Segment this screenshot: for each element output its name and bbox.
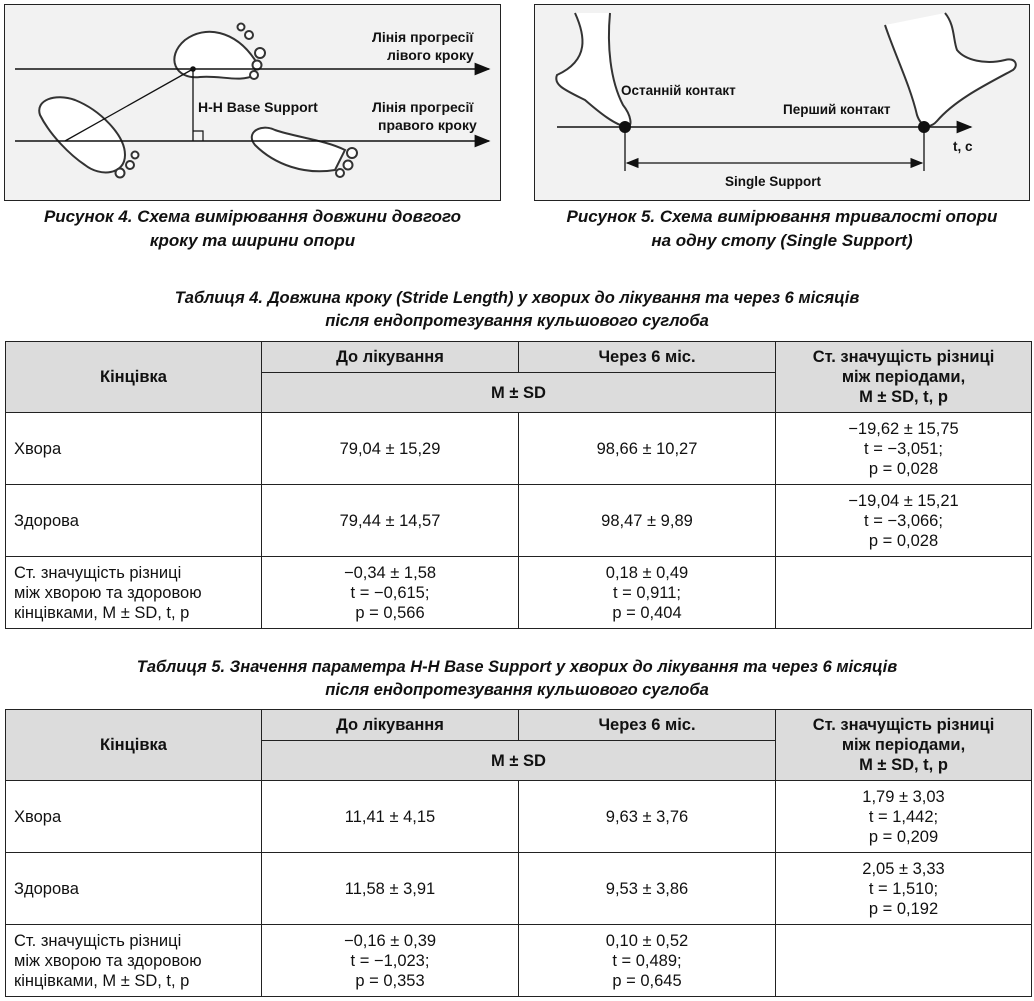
cell-diff: −19,04 ± 15,21 t = −3,066; p = 0,028: [776, 485, 1032, 557]
cell-diff: [776, 925, 1032, 997]
table-5: [5, 709, 1032, 997]
table-row: [6, 557, 1032, 629]
footprint-right-top-icon: [252, 128, 357, 177]
cell-after: 98,47 ± 9,89: [519, 485, 776, 557]
fig5-label-last: Останній контакт: [621, 83, 736, 98]
cell-diff: −19,62 ± 15,75 t = −3,051; p = 0,028: [776, 413, 1032, 485]
row-label: Хвора: [6, 413, 262, 485]
cell-diff: 2,05 ± 3,33 t = 1,510; p = 0,192: [776, 853, 1032, 925]
figure-4-stride-diagram: [4, 4, 501, 201]
figure-4-caption: Рисунок 4. Схема вимірювання довжини довгого кроку та ширини опори: [43, 207, 462, 250]
table-row: [6, 413, 1032, 485]
fig4-label-right-line-1: Лінія прогресії: [372, 99, 474, 115]
row-label: Ст. значущість різниці між хворою та здоровою кінцівками, M ± SD, t, p: [6, 557, 262, 629]
heel-point: [190, 66, 196, 72]
fig4-label-right-line-2: правого кроку: [378, 117, 477, 133]
footprint-right-bottom-icon: [39, 97, 138, 177]
cell-after: 0,10 ± 0,52 t = 0,489; p = 0,645: [519, 925, 776, 997]
cell-after: 9,53 ± 3,86: [519, 853, 776, 925]
table-row: [6, 781, 1032, 853]
figure-5-single-support-diagram: [534, 4, 1030, 201]
header-after: Через 6 міс.: [519, 342, 776, 373]
figure-5-svg: [535, 5, 1031, 202]
header-diff: Ст. значущість різниці між періодами, M ± SD, t, p: [776, 342, 1032, 413]
table-row: [6, 853, 1032, 925]
footprint-left-icon: [174, 24, 265, 80]
fig4-label-base: H-H Base Support: [198, 99, 318, 115]
cell-before: 11,41 ± 4,15: [262, 781, 519, 853]
fig4-label-left-line-2: лівого кроку: [387, 47, 474, 63]
cell-before: −0,34 ± 1,58 t = −0,615; p = 0,566: [262, 557, 519, 629]
fig5-label-axis: t, с: [953, 139, 973, 154]
figure-5-caption: Рисунок 5. Схема вимірювання тривалості опори на одну стопу (Single Support): [566, 207, 998, 250]
right-angle-mark: [193, 131, 203, 141]
row-label: Здорова: [6, 853, 262, 925]
row-label: Здорова: [6, 485, 262, 557]
cell-after: 0,18 ± 0,49 t = 0,911; p = 0,404: [519, 557, 776, 629]
foot-first-contact-icon: [885, 13, 1016, 126]
table-row: [6, 925, 1032, 997]
figure-4-svg: [5, 5, 502, 202]
header-limb: Кінцівка: [6, 710, 262, 781]
cell-before: 11,58 ± 3,91: [262, 853, 519, 925]
fig4-label-left-line-1: Лінія прогресії: [372, 29, 474, 45]
header-after: Через 6 міс.: [519, 710, 776, 741]
cell-diff: 1,79 ± 3,03 t = 1,442; p = 0,209: [776, 781, 1032, 853]
header-msd: M ± SD: [262, 741, 776, 781]
cell-after: 98,66 ± 10,27: [519, 413, 776, 485]
table-row: [6, 485, 1032, 557]
table-4-caption: Таблиця 4. Довжина кроку (Stride Length) у хворих до лікування та через 6 місяців після ендопротезування кульшового суглоба: [174, 289, 860, 330]
header-diff: Ст. значущість різниці між періодами, M ± SD, t, p: [776, 710, 1032, 781]
table-4: [5, 341, 1032, 629]
foot-last-contact-icon: [556, 13, 630, 127]
cell-before: 79,44 ± 14,57: [262, 485, 519, 557]
header-msd: M ± SD: [262, 373, 776, 413]
header-limb: Кінцівка: [6, 342, 262, 413]
row-label: Хвора: [6, 781, 262, 853]
fig5-label-first: Перший контакт: [783, 102, 891, 117]
header-before: До лікування: [262, 710, 519, 741]
cell-after: 9,63 ± 3,76: [519, 781, 776, 853]
cell-before: −0,16 ± 0,39 t = −1,023; p = 0,353: [262, 925, 519, 997]
header-before: До лікування: [262, 342, 519, 373]
row-label: Ст. значущість різниці між хворою та здоровою кінцівками, M ± SD, t, p: [6, 925, 262, 997]
cell-before: 79,04 ± 15,29: [262, 413, 519, 485]
cell-diff: [776, 557, 1032, 629]
table-5-caption: Таблиця 5. Значення параметра H-H Base Support у хворих до лікування та через 6 місяців після ендопротезування кульшового суглоба: [136, 658, 898, 699]
fig5-label-support: Single Support: [725, 174, 821, 189]
